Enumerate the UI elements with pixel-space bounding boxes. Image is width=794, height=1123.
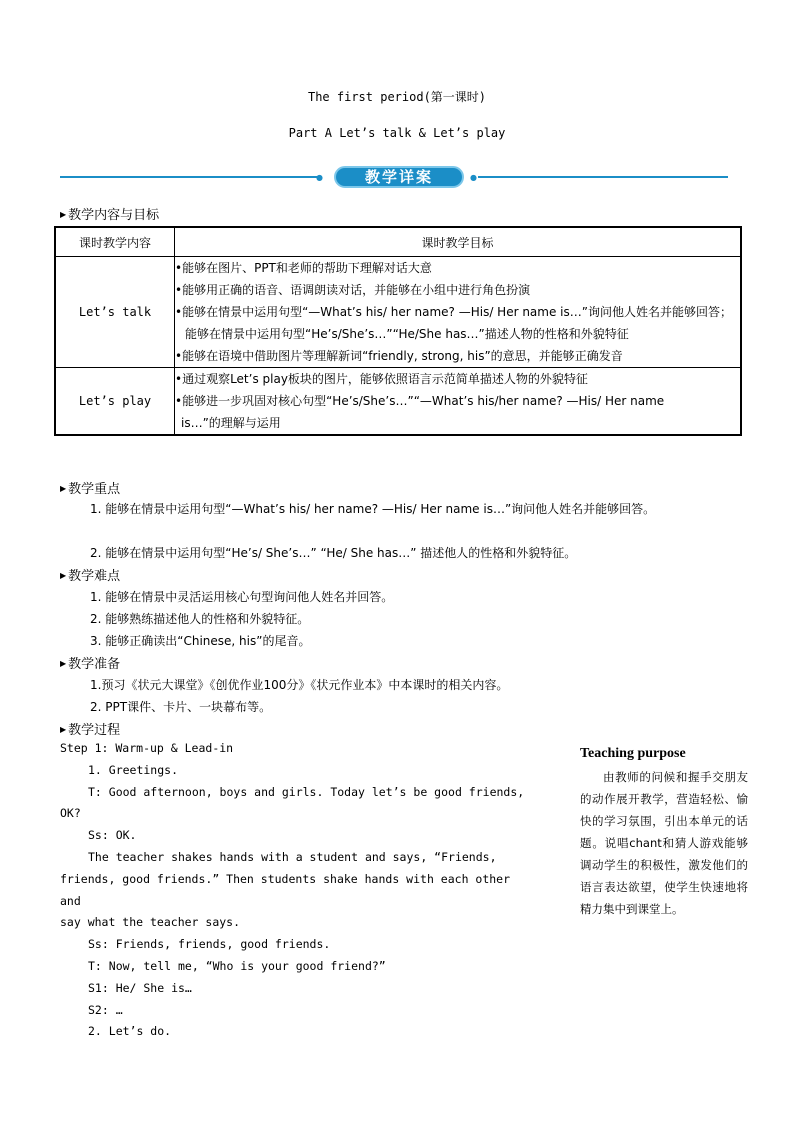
table-header-content: 课时教学内容: [55, 227, 175, 257]
difficulty-item: 3. 能够正确读出“Chinese, his”的尾音。: [90, 634, 311, 648]
keypoint-item: 1. 能够在情景中运用句型“—What’s his/ her name? —His/ Her name is…”询问他人姓名并能够回答。: [90, 502, 656, 516]
process-line: OK?: [60, 806, 81, 821]
process-line: T: Good afternoon, boys and girls. Today let’s be good friends,: [88, 784, 525, 799]
process-line: T: Now, tell me, “Who is your good friend?”: [88, 958, 386, 973]
goal-item: •能够进一步巩固对核心句型“He’s/She’s…”“—What’s his/her name? —His/ Her name: [175, 394, 665, 408]
difficulty-item: 1. 能够在情景中灵活运用核心句型询问他人姓名并回答。: [90, 590, 394, 604]
row-goals-play: [175, 368, 742, 436]
process-line: Ss: OK.: [88, 828, 137, 843]
section-objectives-heading: ▶ 教学内容与目标: [60, 208, 160, 223]
teaching-purpose-box: [580, 746, 748, 920]
teaching-purpose-text: 由教师的问候和握手交朋友的动作展开教学，营造轻松、愉快的学习氛围，引出本单元的话题。说唱chant和猜人游戏能够调动学生的积极性，激发他们的语言表达欲望，使学生快速地将精力集中到课堂上。: [580, 770, 748, 916]
table-row: [55, 368, 741, 436]
lesson-title: The first period(第一课时): [307, 90, 487, 104]
table-header-goals: 课时教学目标: [175, 227, 742, 257]
goal-item: •能够用正确的语音、语调朗读对话，并能够在小组中进行角色扮演: [175, 283, 531, 297]
triangle-icon: ▶: [60, 659, 67, 668]
goal-item: •通过观察Let’s play板块的图片，能够依照语言示范简单描述人物的外貌特征: [175, 372, 588, 386]
preparation-item: 1.预习《状元大课堂》《创优作业100分》《状元作业本》中本课时的相关内容。: [90, 678, 509, 692]
row-content-play: Let’s play: [55, 368, 175, 436]
banner-label: 教学详案: [334, 166, 464, 188]
difficulty-item: 2. 能够熟练描述他人的性格和外貌特征。: [90, 612, 310, 626]
objectives-table: [54, 226, 742, 436]
triangle-icon: ▶: [60, 484, 67, 493]
process-line: friends, good friends.” Then students shake hands with each other and: [60, 871, 511, 908]
table-row: [55, 257, 741, 368]
keypoint-item: 2. 能够在情景中运用句型“He’s/ She’s…” “He/ She has…” 描述他人的性格和外貌特征。: [90, 546, 577, 560]
triangle-icon: ▶: [60, 725, 67, 734]
goal-item: is…”的理解与运用: [181, 416, 281, 430]
row-content-talk: Let’s talk: [55, 257, 175, 368]
lesson-subtitle: Part A Let’s talk & Let’s play: [288, 126, 506, 140]
banner-dots-right: ●: [470, 173, 477, 182]
process-line: The teacher shakes hands with a student and says, “Friends,: [88, 849, 497, 864]
process-line: Ss: Friends, friends, good friends.: [88, 937, 331, 952]
goal-item: •能够在语境中借助图片等理解新词“friendly, strong, his”的意思，并能够正确发音: [175, 349, 623, 363]
process-line: S1: He/ She is…: [88, 980, 192, 995]
process-line: say what the teacher says.: [60, 915, 241, 930]
triangle-icon: ▶: [60, 210, 67, 219]
triangle-icon: ▶: [60, 571, 67, 580]
table-header-row: [55, 227, 741, 257]
section-keypoints-heading: ▶ 教学重点: [60, 482, 121, 497]
banner-rule-right: [478, 176, 728, 178]
teaching-purpose-title: Teaching purpose: [580, 746, 686, 761]
goal-item: •能够在图片、PPT和老师的帮助下理解对话大意: [175, 261, 432, 275]
row-goals-talk: [175, 257, 742, 368]
process-body: [60, 738, 530, 1043]
banner-dots-left: ●: [316, 173, 323, 182]
process-line: 1. Greetings.: [88, 762, 179, 777]
section-difficulties-heading: ▶ 教学难点: [60, 569, 121, 584]
preparation-item: 2. PPT课件、卡片、一块幕布等。: [90, 700, 272, 714]
process-line: S2: …: [88, 1002, 123, 1017]
step-title: Step 1: Warm-up & Lead-in: [60, 741, 234, 755]
process-line: 2. Let’s do.: [88, 1024, 172, 1039]
section-process-heading: ▶ 教学过程: [60, 723, 121, 738]
goal-item: •能够在情景中运用句型“—What’s his/ her name? —His/ Her name is…”询问他人姓名并能够回答；能够在情景中运用句型“He’s/She’s…”“He/She has…”描述人物的性格和外貌特征: [175, 305, 732, 341]
section-preparation-heading: ▶ 教学准备: [60, 657, 121, 672]
banner-rule-left: [60, 176, 322, 178]
